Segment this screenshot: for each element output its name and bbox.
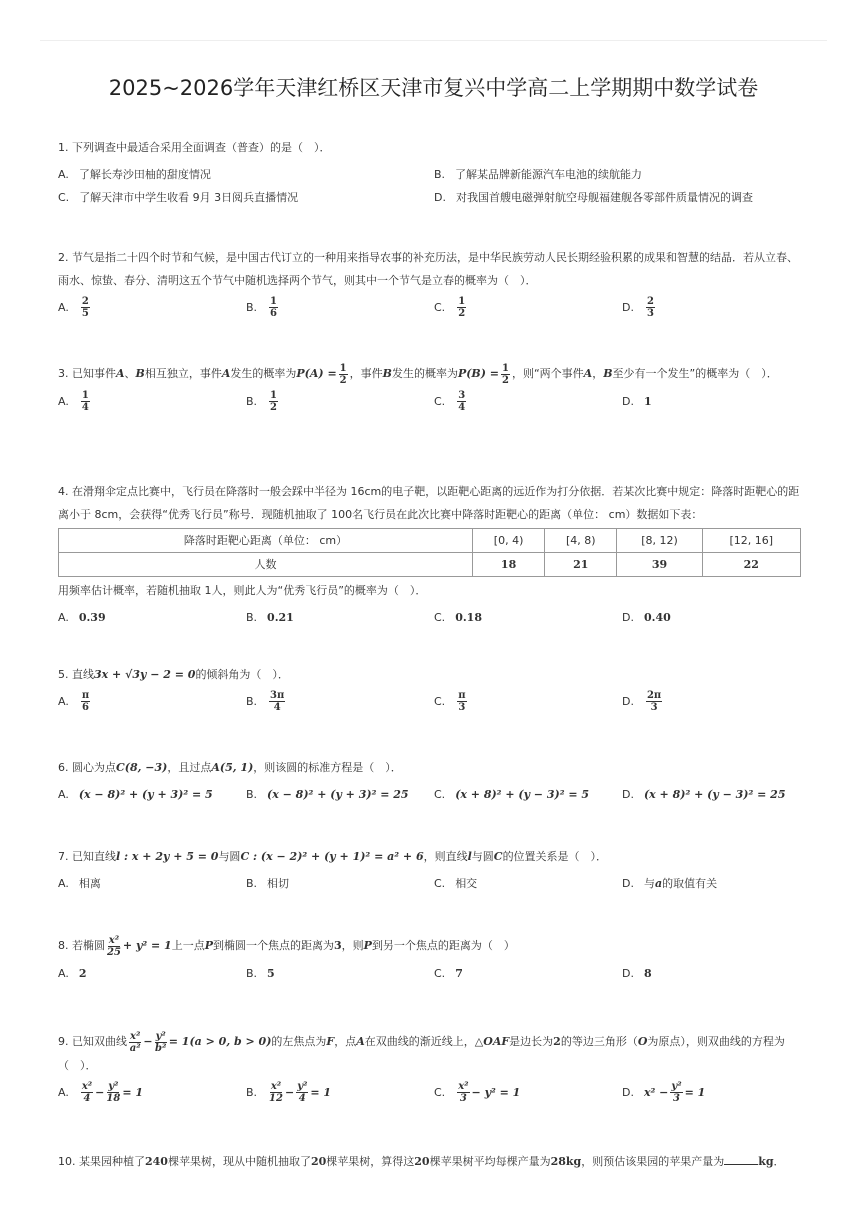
question-7 [58, 845, 808, 902]
question-stem: 4. 在滑翔伞定点比赛中，飞行员在降落时一般会踩中半径为 16cm的电子靶，以距靶心距离的远近作为打分依据．若某次比赛中规定：降落时距靶心的距离小于 8cm，会获得“优秀飞行员”称号．现随机抽取了 100名飞行员在此次比赛中降落时距靶心的距离（单位： cm）数据如下表： [58, 485, 800, 521]
question-stem: 2. 节气是指二十四个时节和气候，是中国古代订立的一种用来指导农事的补充历法，是中华民族劳动人民长期经验积累的成果和智慧的结晶．若从立春、雨水、惊蛰、春分、清明这五个节气中随机选择两个节气，则其中一个节气是立春的概率为（ ）． [58, 251, 798, 287]
option-c[interactable]: C. 0.18 [434, 611, 482, 624]
table-cell: 39 [617, 553, 702, 577]
option-d[interactable]: D. 0.40 [622, 611, 671, 624]
question-stem: 7. 已知直线l : x + 2y + 5 = 0与圆C : (x − 2)² + (y + 1)² = a² + 6，则直线l与圆C的位置关系是（ ）． [58, 850, 608, 863]
option-c[interactable]: C. 7 [434, 966, 463, 980]
table-header-cell: 降落时距靶心距离（单位： cm） [59, 529, 473, 553]
option-d[interactable]: D. 与 a 的取值有关 [622, 877, 718, 890]
question-8 [58, 934, 808, 992]
option-a[interactable]: A. 相离 [58, 877, 101, 890]
question-stem: 10. 某果园种植了240棵苹果树，现从中随机抽取了20棵苹果树，算得这20棵苹果树平均每棵产量为28kg，则预估该果园的苹果产量为 kg． [58, 1150, 808, 1173]
option-c[interactable]: C. (x + 8)² + (y − 3)² = 5 [434, 788, 590, 801]
option-b[interactable]: B. $\frac{1}{6}$ [246, 296, 278, 319]
option-a[interactable]: A. $\frac{2}{5}$ [58, 296, 89, 319]
table-header-cell: [4, 8) [545, 529, 617, 553]
option-a[interactable]: A. $\frac{1}{4}$ [58, 389, 89, 413]
table-cell: 18 [473, 553, 545, 577]
question-3 [58, 362, 808, 422]
question-stem: 8. 若椭圆 $\frac{\text{x²}}{25}$ + y² = 1上一点P到椭圆一个焦点的距离为3，则P到另一个焦点的距离为（ ） [58, 934, 515, 958]
option-b[interactable]: B. $\frac{3\pi}{4}$ [246, 690, 285, 713]
table-header-cell: [0, 4) [473, 529, 545, 553]
question-10 [58, 1150, 808, 1173]
answer-blank[interactable] [724, 1152, 758, 1165]
top-rule [40, 40, 827, 41]
option-c[interactable]: C. 了解天津市中学生收看 9月 3日阅兵直播情况 [58, 191, 299, 204]
table-cell: 21 [545, 553, 617, 577]
question-1 [58, 136, 808, 211]
option-a[interactable]: A. (x − 8)² + (y + 3)² = 5 [58, 788, 213, 801]
option-a[interactable]: A. 2 [58, 966, 87, 980]
options [58, 390, 808, 422]
question-5 [58, 663, 808, 722]
option-b[interactable]: B. 相切 [246, 877, 290, 890]
question-stem: 5. 直线3x + √3y − 2 = 0的倾斜角为（ ）． [58, 668, 289, 681]
question-stem: 3. 已知事件A、B相互独立，事件A发生的概率为P(A) = $\frac{1}{2}$ ，事件B发生的概率为P(B) = $\frac{1}{2}$ ，则“两个事件A，B至少有一个发生”的概率为（ ）． [58, 362, 778, 386]
option-d[interactable]: D. 1 [622, 394, 652, 408]
table-cell: 22 [702, 553, 800, 577]
option-c[interactable]: C. $\frac{\text{x²}}{3}$ − y² = 1 [434, 1080, 521, 1104]
options [58, 296, 808, 328]
option-d[interactable]: D. 8 [622, 966, 652, 980]
table-header-cell: [8, 12) [617, 529, 702, 553]
table-cell: 人数 [59, 553, 473, 577]
question-stem: 6. 圆心为点C(8, −3)，且过点A(5, 1)，则该圆的标准方程是（ ）． [58, 761, 402, 774]
option-a[interactable]: A. 0.39 [58, 611, 106, 624]
options [58, 1081, 808, 1115]
option-a[interactable]: A. $\frac{\pi}{6}$ [58, 690, 90, 713]
option-b[interactable]: B. (x − 8)² + (y + 3)² = 25 [246, 788, 409, 801]
option-d[interactable]: D. $\frac{2}{3}$ [622, 296, 654, 319]
option-b[interactable]: B. 了解某品牌新能源汽车电池的续航能力 [434, 168, 643, 181]
options [58, 690, 808, 722]
option-c[interactable]: C. 相交 [434, 877, 478, 890]
options [58, 163, 808, 211]
option-d[interactable]: D. 对我国首艘电磁弹射航空母舰福建舰各零部件质量情况的调查 [434, 191, 753, 204]
question-2 [58, 246, 808, 328]
option-c[interactable]: C. $\frac{1}{2}$ [434, 296, 466, 319]
question-6 [58, 756, 808, 813]
question-9 [58, 1030, 808, 1115]
option-b[interactable]: B. $\frac{\text{x²}}{12}$ − $\frac{\text{y²}}{4}$ = 1 [246, 1080, 332, 1104]
option-b[interactable]: B. $\frac{1}{2}$ [246, 389, 278, 413]
option-b[interactable]: B. 5 [246, 966, 275, 980]
option-c[interactable]: C. $\frac{\pi}{3}$ [434, 690, 466, 713]
question-4 [58, 480, 808, 636]
option-d[interactable]: D. x² − $\frac{\text{y²}}{3}$ = 1 [622, 1080, 706, 1104]
question-stem: 1. 下列调查中最适合采用全面调查（普查）的是（ ）． [58, 141, 331, 154]
table-header-cell: [12, 16] [702, 529, 800, 553]
options [58, 962, 808, 992]
option-b[interactable]: B. 0.21 [246, 611, 294, 624]
options [58, 606, 808, 636]
option-a[interactable]: A. 了解长寿沙田柚的甜度情况 [58, 168, 211, 181]
option-d[interactable]: D. (x + 8)² + (y − 3)² = 25 [622, 788, 786, 801]
page-title: 2025~2026学年天津红桥区天津市复兴中学高二上学期期中数学试卷 [108, 76, 759, 100]
option-c[interactable]: C. $\frac{3}{4}$ [434, 389, 466, 413]
options [58, 872, 808, 902]
question-stem-continued: 用频率估计概率，若随机抽取 1人，则此人为“优秀飞行员”的概率为（ ）． [58, 584, 427, 597]
option-a[interactable]: A. $\frac{\text{x²}}{4}$ − $\frac{\text{y²}}{18}$ = 1 [58, 1080, 144, 1104]
question-stem: 9. 已知双曲线 $\frac{\text{x²}}{\text{a²}}$ − $\frac{\text{y²}}{\text{b²}}$ = 1(a > 0, b > 0)的左焦点为F，点A在双曲线的渐近线上，△OAF是边长为2的等边三角形（O为原点），则双曲线的方程为（ ）． [58, 1030, 785, 1072]
distance-table [58, 528, 801, 577]
option-d[interactable]: D. $\frac{2\pi}{3}$ [622, 690, 662, 713]
options [58, 783, 808, 813]
